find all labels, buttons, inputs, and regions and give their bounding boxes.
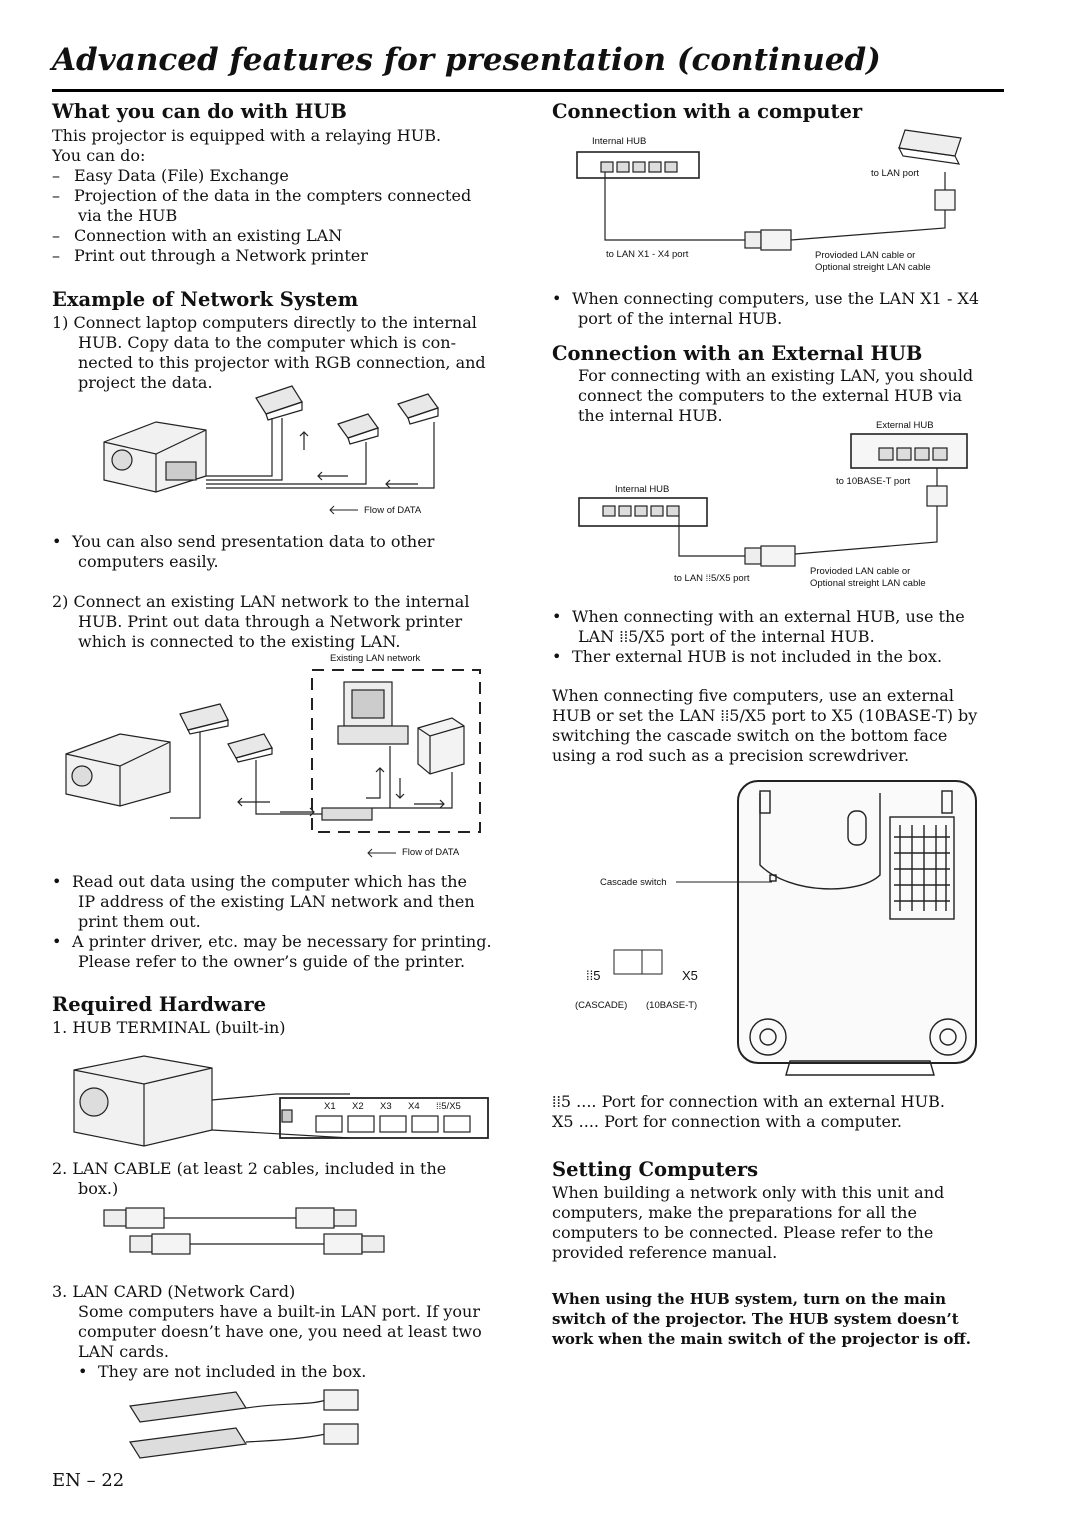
external-heading: Connection with an External HUB: [552, 342, 923, 365]
example-heading: Example of Network System: [52, 288, 359, 311]
required-heading: Required Hardware: [52, 993, 267, 1016]
internal-hub-label-2: Internal HUB: [615, 484, 670, 495]
example-step2: 2) Connect an existing LAN network to the internal HUB. Print out data through a Network printer which is connected to the existing LAN.: [52, 592, 470, 651]
lan-card-illustration: [126, 1382, 376, 1462]
required-item1: 1. HUB TERMINAL (built-in): [52, 1018, 286, 1037]
flow-arrow-2: [368, 848, 398, 858]
port-label-x5: ⁞⁞5/X5: [436, 1101, 461, 1112]
network-diagram-2: [60, 668, 490, 838]
external-hub-diagram: [575, 430, 975, 580]
10base-label: (10BASE-T): [646, 1000, 698, 1011]
flow-arrow-1: [330, 505, 360, 515]
to-lan-x1x4-label: to LAN X1 - X4 port: [606, 249, 689, 260]
page-number: EN – 22: [52, 1470, 125, 1491]
projector-bottom-diagram: [730, 775, 980, 1085]
external-paragraph: When connecting five computers, use an external HUB or set the LAN ⁞⁞5/X5 port to X5 (10BASE-T) by switching the cascade switch on the bottom face using a rod such as a precision screwdriver.: [552, 686, 978, 765]
cable-note-1: Provioded LAN cable or Optional streight LAN cable: [815, 250, 931, 273]
port-label-x4: X4: [408, 1101, 420, 1112]
to-lan-port-label: to LAN port: [871, 168, 920, 179]
required-item2: 2. LAN CABLE (at least 2 cables, included in the box.): [52, 1159, 447, 1198]
cable-note-2: Provioded LAN cable or Optional streight LAN cable: [810, 566, 926, 589]
hub-terminal-diagram: [70, 1050, 490, 1150]
cascade-label: (CASCADE): [575, 1000, 628, 1011]
port-label-x3: X3: [380, 1101, 392, 1112]
setting-warning: When using the HUB system, turn on the main switch of the projector. The HUB system doesn’t work when the main switch of the projector is off.: [552, 1290, 971, 1348]
lan-cable-illustration: [96, 1202, 366, 1262]
flow-label-2: Flow of DATA: [402, 847, 460, 858]
computer-heading: Connection with a computer: [552, 100, 863, 123]
external-bullets: • When connecting with an external HUB, use the LAN ⁞⁞5/X5 port of the internal HUB. • Ther external HUB is not included in the box.: [552, 607, 965, 666]
required-item3: 3. LAN CARD (Network Card) Some computers have a built-in LAN port. If your computer doesn’t have one, you need at least two LAN cards. • They are not included in the box.: [52, 1282, 482, 1381]
page-title: Advanced features for presentation (continued): [52, 42, 881, 78]
cascade-switch-label: Cascade switch: [600, 877, 667, 888]
port-label-x2: X2: [352, 1101, 364, 1112]
computer-bullet: • When connecting computers, use the LAN X1 - X4 port of the internal HUB.: [552, 289, 980, 328]
example-step1: 1) Connect laptop computers directly to the internal HUB. Copy data to the computer which is con- nected to this projector with RGB connection, and project the data.: [52, 313, 486, 392]
setting-heading: Setting Computers: [552, 1158, 759, 1181]
hub-heading: What you can do with HUB: [52, 100, 347, 123]
setting-paragraph: When building a network only with this unit and computers, make the preparations for all the computers to be connected. Please refer to the provided reference manual.: [552, 1183, 945, 1262]
internal-hub-label-1: Internal HUB: [592, 136, 647, 147]
to-10base-label: to 10BASE-T port: [836, 476, 911, 487]
example-bullets2: • Read out data using the computer which has the IP address of the existing LAN network and then print them out. • A printer driver, etc. may be necessary for printing. Please refer to the owner’s guide of the printer.: [52, 872, 492, 971]
computer-connection-diagram: [575, 128, 975, 268]
x5-label: X5: [682, 968, 698, 983]
hub-intro: This projector is equipped with a relaying HUB. You can do: – Easy Data (File) Exchange – Projection of the data in the compters connected via the HUB – Connection with an existing LAN – Print out through a Network printer: [52, 126, 472, 265]
external-intro: For connecting with an existing LAN, you should connect the computers to the external HUB via the internal HUB.: [578, 366, 974, 425]
ii5-label: ⁞⁞5: [586, 968, 601, 983]
port-label-x1: X1: [324, 1101, 336, 1112]
to-lan-ii5-label: to LAN ⁞⁞5/X5 port: [674, 573, 750, 584]
port-legend: ⁞⁞5 .... Port for connection with an external HUB. X5 .... Port for connection with a computer.: [552, 1092, 945, 1131]
cascade-switch-icon: [612, 948, 666, 976]
external-hub-label: External HUB: [876, 420, 934, 431]
network-diagram-1: [96, 380, 456, 500]
flow-label-1: Flow of DATA: [364, 505, 422, 516]
title-rule: [52, 89, 1004, 92]
cascade-pointer: [676, 880, 776, 890]
existing-lan-label: Existing LAN network: [330, 653, 421, 664]
example-bullet1: • You can also send presentation data to other computers easily.: [52, 532, 435, 571]
